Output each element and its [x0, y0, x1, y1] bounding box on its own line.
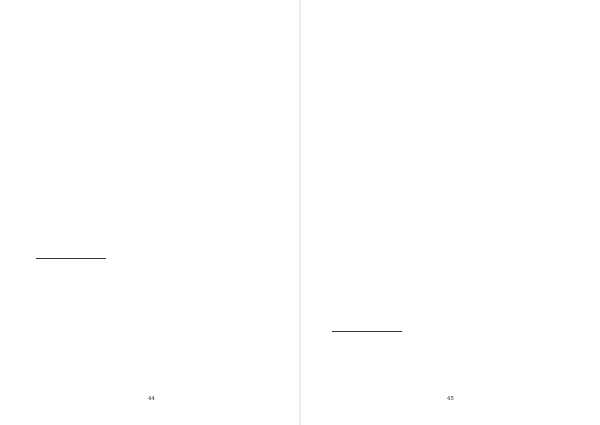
right-page-body-text: [332, 34, 566, 202]
right-page-number: 45: [447, 396, 454, 402]
right-footnote-rule: [332, 331, 402, 332]
conclusion-paragraph: [332, 213, 566, 250]
right-footnotes: [332, 335, 566, 395]
left-page-body-text: [36, 34, 270, 250]
left-footnotes: [36, 262, 270, 392]
left-footnote-rule: [36, 258, 106, 259]
right-page: [300, 0, 600, 425]
references-paragraph: [332, 262, 566, 322]
left-page-number: 44: [148, 396, 155, 402]
